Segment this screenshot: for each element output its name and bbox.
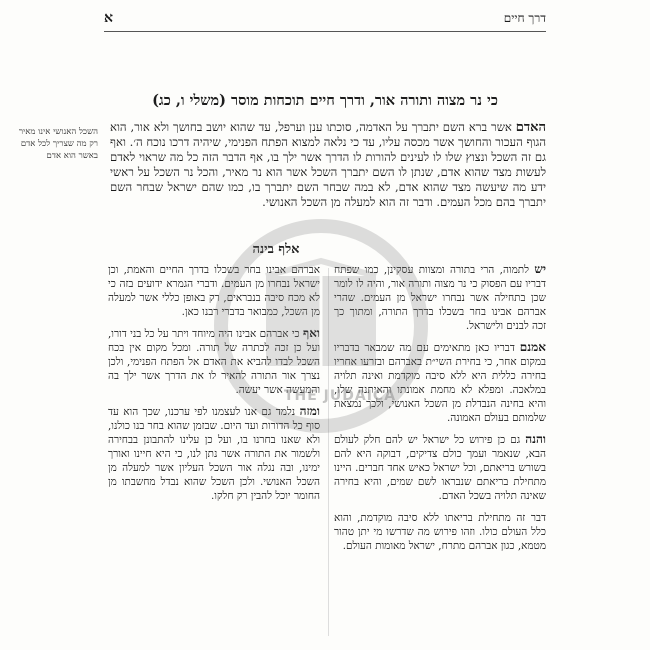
chapter-heading: [104, 92, 546, 110]
paragraph-lead-word: ואף: [303, 326, 320, 340]
paragraph-lead-word: יש: [534, 262, 546, 276]
commentary-paragraph: [108, 262, 320, 319]
paragraph-lead-word: ומזה: [299, 404, 320, 418]
commentary-paragraph: [334, 510, 546, 553]
running-title: דרך חיים: [503, 11, 546, 25]
margin-note: השכל האנושי אינו מאיר רק מה שצריך לכל אדם באשר הוא אדם: [18, 127, 98, 161]
running-header: [104, 10, 546, 30]
column-divider: [328, 268, 329, 636]
commentary-subheading: אלף בינה: [252, 242, 300, 257]
commentary-column-left: [108, 262, 320, 510]
paragraph-text: דבריו כאן מתאימים עם מה שמבאר בדבריו במקום אחר, כי בחירת השי״ת באברהם ובזרעו אחריו בחירה כללית היא ללא סיבה מוקדמת ואינה תלויה במלאכה. ומפלא לא מחמת אמונתו והאיתנה שלו, והיא בחינה הנבדלת מן השכל האנושי, ולכך נמצאת שלמותם בעולם האמונה.: [334, 342, 546, 424]
heading-reference: (משלי ו, כג): [152, 92, 226, 109]
paragraph-text: כי אברהם אבינו היה מיוחד ויתר על כל בני דורו, ועל כן זכה לכתרה של תורה. ומכל מקום אין בכח השכל לבדו להביא את האדם אל הפתח הפנימי, ולכן נצרך אור התורה להאיר לו את הדרך אשר ילך בה והמעשה אשר יעשה.: [108, 328, 320, 396]
intro-text: אשר ברא השם יתברך על האדמה, סוכתו ענן וערפל, עד שהוא יושב בחושך ולא אור, הוא הגוף העכור והחושך אשר מכסה עליו, עד כי נלאה למצוא הפתח הפנימי, שיהיה דרכו נוכח ה׳. ואף גם זה השכל ונצוץ שלו לו לעינים להורות לו הדרך אשר ילך בו, אף הדבר הזה כל מה שראוי לאדם לעשות מצד שהוא אדם, שנתן לו השם יתברך השכל אשר הוא נר מאיר, והכל נר השכל על ראשי ידע מה שיעשה מצד שהוא אדם, לא במה שבחר השם יתברך בו, כמו שהם ישראל שבחר השם יתברך בהם מכל העמים. ודבר זה הוא למעלה מן השכל האנושי.: [110, 120, 546, 209]
commentary-paragraph: [108, 404, 320, 503]
paragraph-text: דבר זה מתחילת בריאתו ללא סיבה מוקדמת, והוא כלל העולם כולו. וזהו פירוש מה שדרשו מי יתן טהור מטמא, כגון אברהם מתרח, ישראל מאומות העולם.: [334, 512, 546, 552]
paragraph-text: גם כן פירוש כל ישראל יש להם חלק לעולם הבא, שנאמר ועמך כולם צדיקים, דבוקה היא להם בשורש בריאתם, וכל ישראל כאיש אחד חברים. היינו מתחילת בריאתם שנבראו לשם שמים, והיא בחירה שאינה תלויה בשכל האדם.: [334, 434, 546, 502]
page-number: א: [104, 10, 113, 26]
heading-verse: כי נר מצוה ותורה אור, ודרך חיים תוכחות מוסר: [231, 92, 498, 109]
commentary-paragraph: [334, 262, 546, 333]
watermark-text: THE JUDAICA: [283, 388, 397, 404]
commentary-column-right: [334, 262, 546, 560]
commentary-paragraph: [334, 432, 546, 503]
intro-paragraph: [110, 120, 546, 210]
paragraph-text: לתמוה, הרי בתורה ומצוות עסקינן, כמו שפתח דבריו עם הפסוק כי נר מצוה ותורה אור, והיה לו לומר שכן בתחילה אשר נבחרו ישראל מן העמים. שהרי אברהם אבינו בחר בשכלו בדרך התורה, ומתוך כך זכה לבנים ולישראל.: [334, 264, 546, 332]
paragraph-lead-word: אמנם: [519, 340, 546, 354]
intro-lead-word: האדם: [515, 120, 546, 135]
paragraph-text: אברהם אבינו בחר בשכלו בדרך החיים והאמת, וכן ישראל נבחרו מן העמים. ודברי הגמרא ידועים בזה כי לא מכח סיבה בנבראים, רק באופן כללי אשר למעלה מן השכל, כמבואר בדברי רבנו כאן.: [108, 264, 320, 318]
paragraph-lead-word: והנה: [525, 432, 546, 446]
commentary-paragraph: [334, 340, 546, 425]
commentary-paragraph: [108, 326, 320, 397]
paragraph-text: נלמד גם אנו לעצמנו לפי ערכנו, שכך הוא עד סוף כל הדורות ועד היום. שבזמן שהוא בחר בנו כולנו, ולא שאנו בחרנו בו, ועל כן עלינו להתבונן בבחירה ולשמור את התורה אשר נתן לנו, כי היא חיינו ואורך ימינו, ובה נגלה אור השכל העליון אשר למעלה מן השכל האנושי. ולכן השכל שהוא נבדל מחשבתו מן החומר יוכל להבין רק חלקו.: [108, 406, 320, 502]
header-rule: [104, 31, 546, 32]
